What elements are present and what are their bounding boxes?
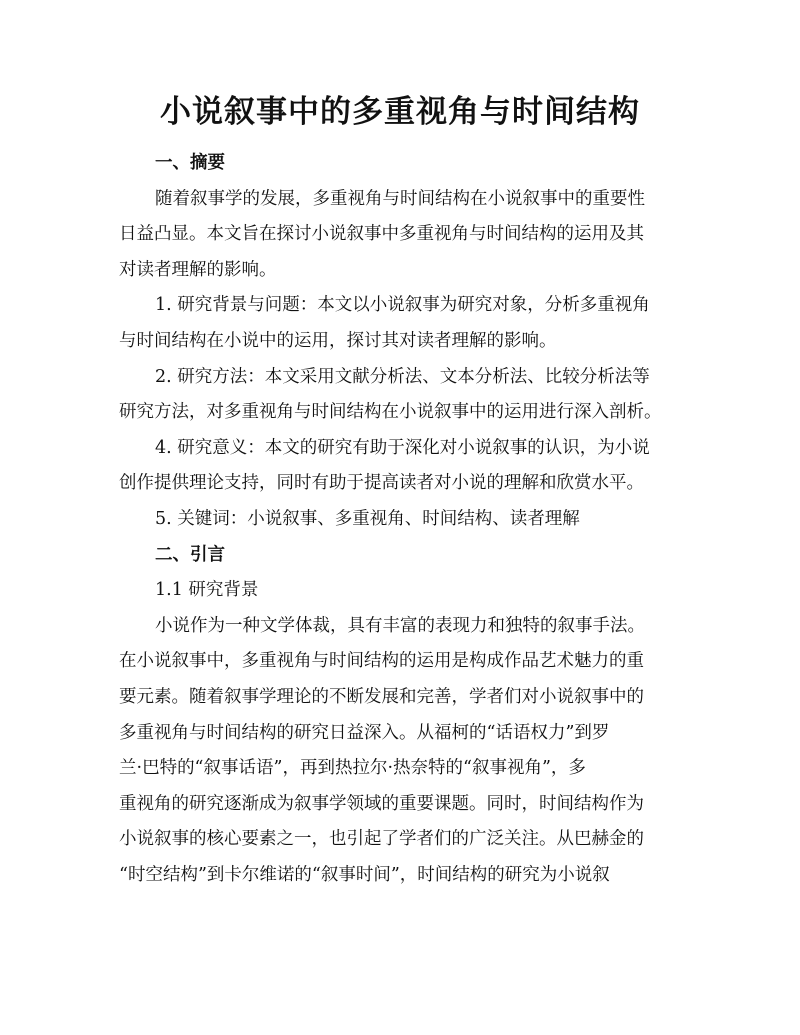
item2-line-2: 研究方法，对多重视角与时间结构在小说叙事中的运用进行深入剖析。 (119, 402, 662, 423)
background-line-1: 小说作为一种文学体裁，具有丰富的表现力和独特的叙事手法。 (155, 615, 645, 636)
document-title: 小说叙事中的多重视角与时间结构 (160, 94, 640, 130)
keywords-line: 5. 关键词：小说叙事、多重视角、时间结构、读者理解 (155, 508, 580, 529)
background-line-8: “时空结构”到卡尔维诺的“叙事时间”，时间结构的研究为小说叙 (119, 864, 610, 885)
background-line-2: 在小说叙事中，多重视角与时间结构的运用是构成作品艺术魅力的重 (119, 651, 644, 672)
item1-line-1: 1. 研究背景与问题：本文以小说叙事为研究对象，分析多重视角 (155, 295, 650, 316)
abstract-line-2: 日益凸显。本文旨在探讨小说叙事中多重视角与时间结构的运用及其 (119, 224, 644, 245)
background-line-5: 兰·巴特的“叙事话语”，再到热拉尔·热奈特的“叙事视角”，多 (119, 758, 586, 779)
background-line-7: 小说叙事的核心要素之一，也引起了学者们的广泛关注。从巴赫金的 (119, 829, 644, 850)
abstract-line-1: 随着叙事学的发展，多重视角与时间结构在小说叙事中的重要性 (155, 188, 645, 209)
section-heading-abstract: 一、摘要 (155, 153, 225, 173)
document-body (119, 146, 685, 893)
item4-line-2: 创作提供理论支持，同时有助于提高读者对小说的理解和欣赏水平。 (119, 473, 644, 494)
background-line-4: 多重视角与时间结构的研究日益深入。从福柯的“话语权力”到罗 (119, 722, 610, 743)
abstract-line-3: 对读者理解的影响。 (119, 259, 277, 280)
background-line-3: 要元素。随着叙事学理论的不断发展和完善，学者们对小说叙事中的 (119, 686, 644, 707)
background-line-6: 重视角的研究逐渐成为叙事学领域的重要课题。同时，时间结构作为 (119, 793, 644, 814)
item4-line-1: 4. 研究意义：本文的研究有助于深化对小说叙事的认识，为小说 (155, 437, 650, 458)
subsection-heading-background: 1.1 研究背景 (155, 580, 259, 601)
section-heading-introduction: 二、引言 (155, 544, 225, 565)
item2-line-1: 2. 研究方法：本文采用文献分析法、文本分析法、比较分析法等 (155, 366, 650, 387)
item1-line-2: 与时间结构在小说中的运用，探讨其对读者理解的影响。 (119, 330, 557, 351)
